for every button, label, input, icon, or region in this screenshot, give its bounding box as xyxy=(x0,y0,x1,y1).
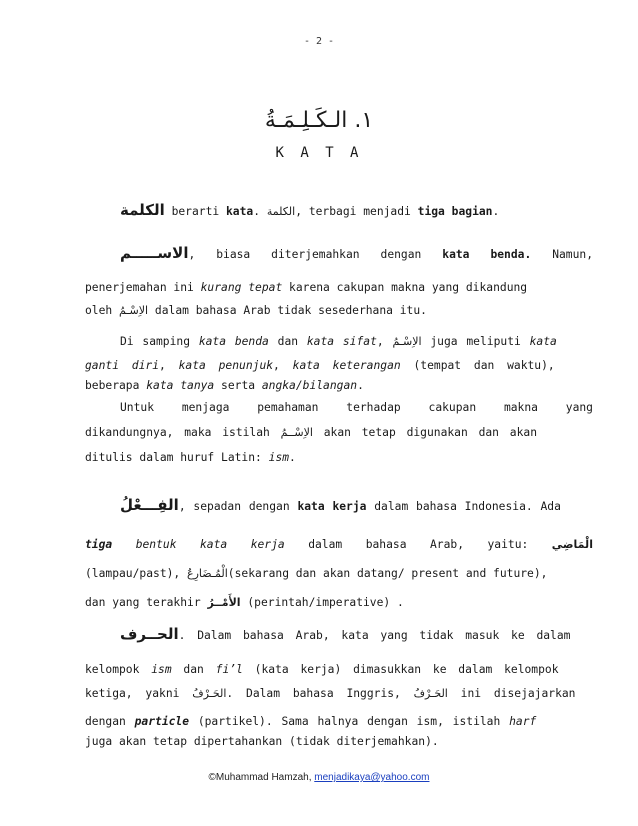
para4-line3: ditulis dalam huruf Latin: ism. xyxy=(85,451,296,464)
para1-line1: الكلمة berarti kata. الكلمة, terbagi menjadi tiga bagian. xyxy=(120,201,500,219)
term-ism-inline: الاِسْـمُ xyxy=(119,304,149,317)
term-kalimah: الكلمة xyxy=(120,201,165,219)
term-kalimah-inline: الكلمة xyxy=(266,205,296,218)
para6-line2: kelompok ism dan fi’l (kata kerja) dimasukkan ke dalam kelompok xyxy=(85,663,559,676)
para3-line3: beberapa kata tanya serta angka/bilangan. xyxy=(85,379,364,392)
para3-line2: ganti diri, kata penunjuk, kata keterangan (tempat dan waktu), xyxy=(85,359,555,372)
para2-line2: penerjemahan ini kurang tepat karena cakupan makna yang dikandung xyxy=(85,281,528,294)
para6-line5: juga akan tetap dipertahankan (tidak diterjemahkan). xyxy=(85,735,439,748)
para2-line3: oleh الاِسْـمُ dalam bahasa Arab tidak sesederhana itu. xyxy=(85,304,427,317)
para6-line3: ketiga, yakni الحَـرْفُ. Dalam bahasa Inggris, الحَـرْفُ ini disejajarkan xyxy=(85,687,576,700)
footer-email-link[interactable]: menjadikaya@yahoo.com xyxy=(314,772,430,783)
page-number: - 2 - xyxy=(303,36,335,47)
para2-line1: الاســـــم, biasa diterjemahkan dengan kata benda. Namun, xyxy=(120,244,593,262)
term-harf: الحــرف xyxy=(120,625,179,643)
para5-line2: tiga bentuk kata kerja dalam bahasa Arab, yaitu: الْمَاضِي xyxy=(85,538,593,551)
footer xyxy=(0,772,638,783)
para4-line2: dikandungnya, maka istilah الاِسْــمُ akan tetap digunakan dan akan xyxy=(85,426,537,439)
chapter-title-latin: K A T A xyxy=(275,145,363,161)
para5-line1: الفِـــعْلُ, sepadan dengan kata kerja dalam bahasa Indonesia. Ada xyxy=(120,496,561,514)
footer-credit: ©Muhammad Hamzah, xyxy=(208,772,315,783)
para5-line3: (lampau/past), الْمُـضَارِعُ(sekarang dan akan datang/ present and future), xyxy=(85,567,548,580)
para5-line4: dan yang terakhir الأَمْــرُ (perintah/imperative) . xyxy=(85,596,404,609)
para4-line1: Untuk menjaga pemahaman terhadap cakupan makna yang xyxy=(120,401,593,414)
term-fil: الفِـــعْلُ xyxy=(120,496,179,514)
para6-line1: الحــرف. Dalam bahasa Arab, kata yang tidak masuk ke dalam xyxy=(120,625,571,643)
term-ism: الاســـــم xyxy=(120,244,189,262)
chapter-title-arabic: ١. الـكَـلِـمَـةُ xyxy=(264,108,374,133)
para6-line4: dengan particle (partikel). Sama halnya dengan ism, istilah harf xyxy=(85,715,537,728)
para3-line1: Di samping kata benda dan kata sifat, الاِسْـمُ juga meliputi kata xyxy=(120,335,557,348)
